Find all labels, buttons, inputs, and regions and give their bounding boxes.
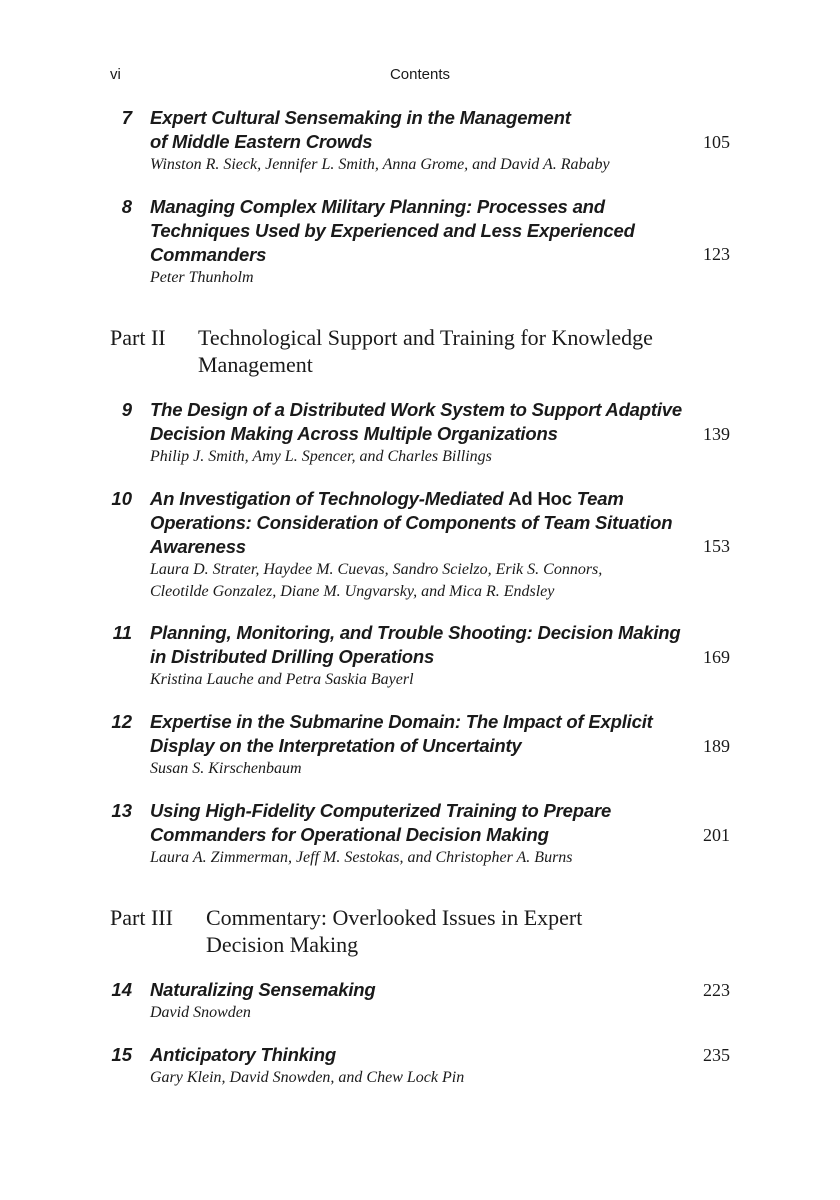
part-title: Commentary: Overlooked Issues in Expert Decision Making bbox=[206, 905, 583, 957]
chapter-authors: Winston R. Sieck, Jennifer L. Smith, Anna Grome, and David A. Rababy bbox=[150, 156, 610, 173]
page-folio: vi bbox=[110, 66, 121, 83]
chapter-authors: Gary Klein, David Snowden, and Chew Lock Pin bbox=[150, 1069, 465, 1086]
chapter-authors: Kristina Lauche and Petra Saskia Bayerl bbox=[150, 671, 414, 688]
chapter-number: 9 bbox=[121, 399, 132, 420]
page-number: 235 bbox=[703, 1045, 730, 1065]
chapter-number: 14 bbox=[111, 979, 132, 1000]
chapter-title: The Design of a Distributed Work System to Support Adaptive Decision Making Across Multiple Organizations bbox=[150, 399, 682, 444]
ad-hoc-term: Ad Hoc bbox=[508, 488, 572, 509]
chapter-authors: Philip J. Smith, Amy L. Spencer, and Charles Billings bbox=[150, 448, 492, 465]
chapter-number: 11 bbox=[112, 622, 132, 643]
chapter-number: 7 bbox=[121, 107, 132, 128]
chapter-title: Planning, Monitoring, and Trouble Shooting: Decision Making in Distributed Drilling Operations bbox=[150, 622, 681, 667]
chapter-title: An Investigation of Technology-Mediated Ad Hoc Team Operations: Consideration of Components of Team Situation Awareness bbox=[150, 488, 673, 557]
page-number: 105 bbox=[703, 132, 730, 152]
chapter-title: Anticipatory Thinking bbox=[150, 1044, 336, 1065]
page-number: 189 bbox=[703, 736, 730, 756]
page-number: 153 bbox=[703, 536, 730, 556]
chapter-title: Expertise in the Submarine Domain: The Impact of Explicit Display on the Interpretation of Uncertainty bbox=[150, 711, 653, 756]
chapter-title: Naturalizing Sensemaking bbox=[150, 979, 376, 1000]
chapter-authors: Peter Thunholm bbox=[150, 269, 254, 286]
part-label: Part II bbox=[110, 325, 166, 350]
part-label: Part III bbox=[110, 905, 173, 930]
chapter-number: 10 bbox=[111, 488, 132, 509]
chapter-authors: David Snowden bbox=[150, 1004, 251, 1021]
chapter-number: 12 bbox=[111, 711, 132, 732]
chapter-title: Expert Cultural Sensemaking in the Management of Middle Eastern Crowds bbox=[150, 107, 571, 152]
page-number: 201 bbox=[703, 825, 730, 845]
chapter-number: 13 bbox=[111, 800, 132, 821]
chapter-authors: Susan S. Kirschenbaum bbox=[150, 760, 302, 777]
chapter-number: 8 bbox=[121, 196, 132, 217]
running-head bbox=[110, 66, 730, 86]
chapter-authors: Laura A. Zimmerman, Jeff M. Sestokas, and Christopher A. Burns bbox=[150, 849, 573, 866]
chapter-authors: Laura D. Strater, Haydee M. Cuevas, Sandro Scielzo, Erik S. Connors, Cleotilde Gonzalez, Diane M. Ungvarsky, and Mica R. Endsley bbox=[150, 561, 603, 600]
page-number: 139 bbox=[703, 424, 730, 444]
page-number: 169 bbox=[703, 647, 730, 667]
running-head-title: Contents bbox=[389, 66, 451, 83]
chapter-number: 15 bbox=[111, 1044, 132, 1065]
chapter-title: Using High-Fidelity Computerized Training to Prepare Commanders for Operational Decision Making bbox=[150, 800, 612, 845]
page-number: 223 bbox=[703, 980, 730, 1000]
chapter-title: Managing Complex Military Planning: Processes and Techniques Used by Experienced and Less Experienced Commanders bbox=[150, 196, 635, 265]
part-title: Technological Support and Training for Knowledge Management bbox=[198, 325, 653, 377]
page-number: 123 bbox=[703, 244, 730, 264]
